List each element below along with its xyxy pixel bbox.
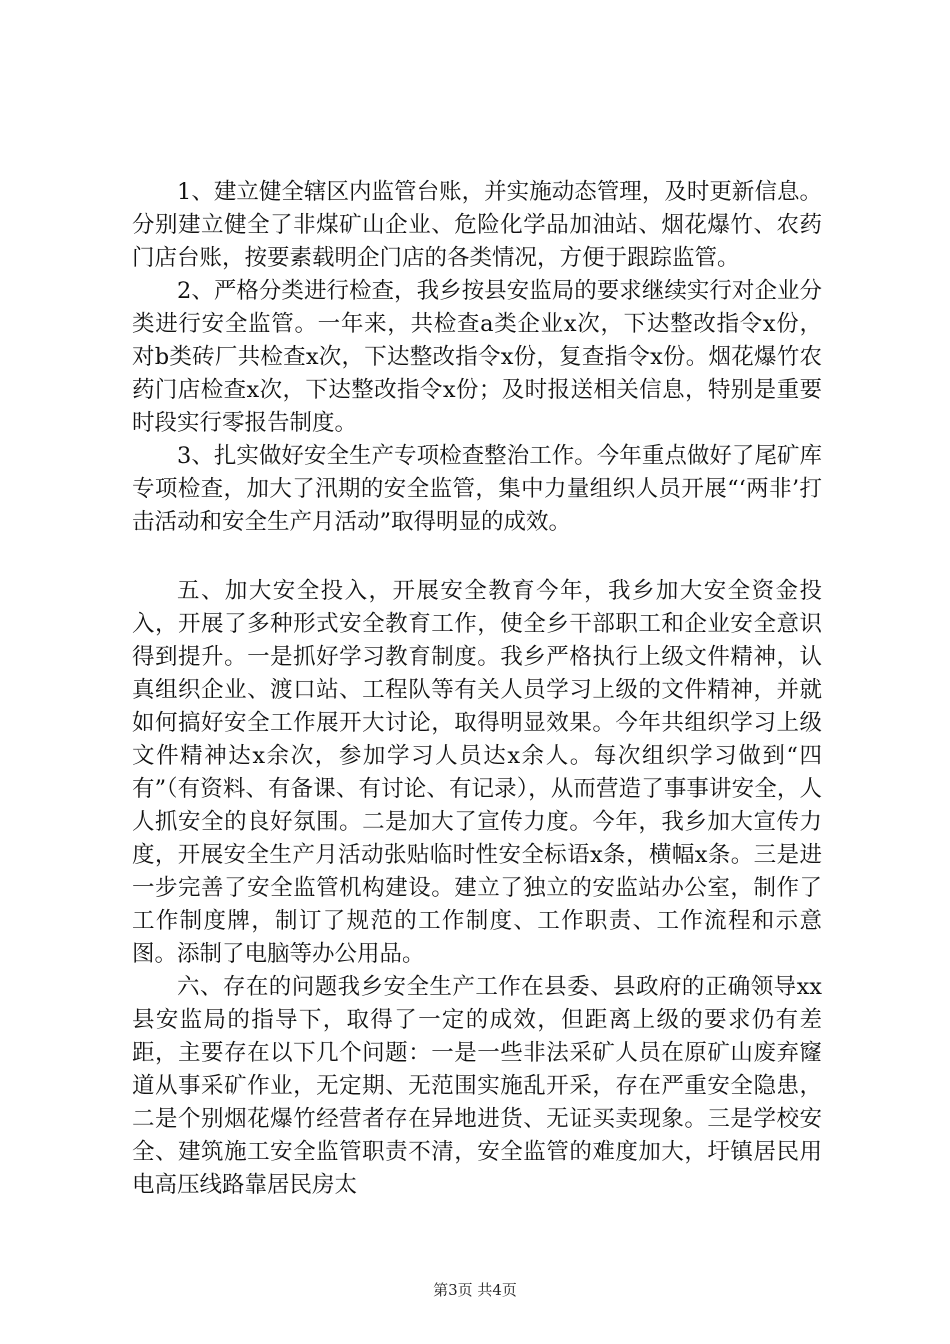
paragraph-existing-problems: 六、存在的问题我乡安全生产工作在县委、县政府的正确领导xx县安监局的指导下，取得了一定的成效，但距离上级的要求仍有差距，主要存在以下几个问题：一是一些非法采矿人员在原矿山废弃窿道从事采矿作业，无定期、无范围实施乱开采，存在严重安全隐患，二是个别烟花爆竹经营者存在异地进货、无证买卖现象。三是学校安全、建筑施工安全监管职责不清，安全监管的难度加大，圩镇居民用电高压线路靠居民房太 — [132, 974, 822, 1198]
paragraph-inspection: 2、严格分类进行检查，我乡按县安监局的要求继续实行对企业分类进行安全监管。一年来，共检查a类企业x次，下达整改指令x份，对b类砖厂共检查x次，下达整改指令x份，复查指令x份。烟花爆竹农药门店检查x次，下达整改指令x份；及时报送相关信息，特别是重要时段实行零报告制度。 — [132, 278, 822, 436]
page-number-footer: 第3页 共4页 — [433, 1281, 517, 1299]
paragraph-special-rectification: 3、扎实做好安全生产专项检查整治工作。今年重点做好了尾矿库专项检查，加大了汛期的安全监管，集中力量组织人员开展“‘两非’打击活动和安全生产月活动”取得明显的成效。 — [132, 443, 822, 535]
paragraph-spacer — [132, 539, 822, 575]
paragraph-ledger: 1、建立健全辖区内监管台账，并实施动态管理，及时更新信息。分别建立健全了非煤矿山企业、危险化学品加油站、烟花爆竹、农药门店台账，按要素载明企门店的各类情况，方便于跟踪监管。 — [132, 179, 822, 271]
document-body — [132, 176, 822, 1202]
paragraph-safety-investment: 五、加大安全投入，开展安全教育今年，我乡加大安全资金投入，开展了多种形式安全教育工作，使全乡干部职工和企业安全意识得到提升。一是抓好学习教育制度。我乡严格执行上级文件精神，认真组织企业、渡口站、工程队等有关人员学习上级的文件精神，并就如何搞好安全工作展开大讨论，取得明显效果。今年共组织学习上级文件精神达x余次，参加学习人员达x余人。每次组织学习做到“四有”（有资料、有备课、有讨论、有记录），从而营造了事事讲安全，人人抓安全的良好氛围。二是加大了宣传力度。今年，我乡加大宣传力度，开展安全生产月活动张贴临时性安全标语x条，横幅x条。三是进一步完善了安全监管机构建设。建立了独立的安监站办公室，制作了工作制度牌，制订了规范的工作制度、工作职责、工作流程和示意图。添制了电脑等办公用品。 — [132, 578, 822, 967]
